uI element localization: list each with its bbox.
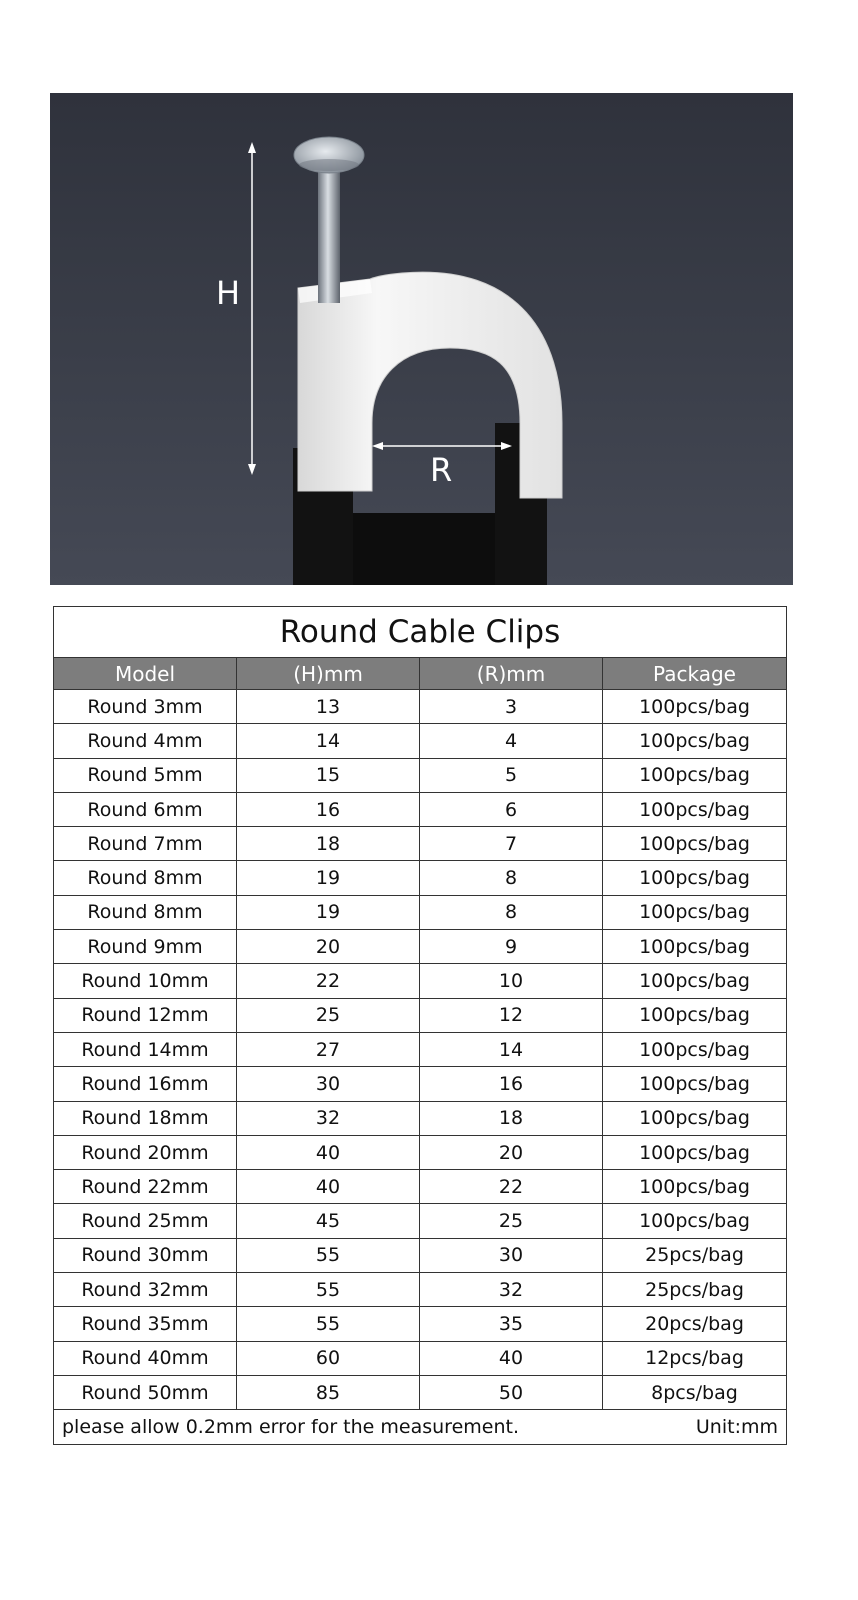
cell-radius: 22 [420, 1170, 603, 1204]
cell-height: 18 [237, 827, 420, 861]
table-row [54, 1273, 787, 1307]
cell-radius: 20 [420, 1135, 603, 1169]
cell-model: Round 3mm [54, 690, 237, 724]
table-row [54, 930, 787, 964]
cell-model: Round 20mm [54, 1135, 237, 1169]
cell-radius: 25 [420, 1204, 603, 1238]
cell-package: 100pcs/bag [603, 1170, 787, 1204]
cell-radius: 9 [420, 930, 603, 964]
cell-package: 25pcs/bag [603, 1238, 787, 1272]
cell-package: 100pcs/bag [603, 690, 787, 724]
cell-model: Round 8mm [54, 895, 237, 929]
cell-model: Round 30mm [54, 1238, 237, 1272]
measurement-note: please allow 0.2mm error for the measurement. [62, 1416, 519, 1439]
cell-radius: 5 [420, 758, 603, 792]
table-row [54, 1101, 787, 1135]
table-row [54, 690, 787, 724]
cell-package: 100pcs/bag [603, 861, 787, 895]
table-body [54, 690, 787, 1410]
cell-package: 100pcs/bag [603, 758, 787, 792]
cell-model: Round 12mm [54, 998, 237, 1032]
column-header-model: Model [54, 658, 237, 690]
cell-package: 8pcs/bag [603, 1375, 787, 1409]
table-row [54, 1067, 787, 1101]
cell-height: 40 [237, 1170, 420, 1204]
cell-height: 19 [237, 895, 420, 929]
column-header-package: Package [603, 658, 787, 690]
cell-package: 100pcs/bag [603, 1135, 787, 1169]
cell-radius: 7 [420, 827, 603, 861]
cell-package: 100pcs/bag [603, 930, 787, 964]
cell-radius: 12 [420, 998, 603, 1032]
cell-package: 100pcs/bag [603, 895, 787, 929]
cell-radius: 14 [420, 1032, 603, 1066]
cell-radius: 40 [420, 1341, 603, 1375]
cell-package: 100pcs/bag [603, 724, 787, 758]
cell-height: 15 [237, 758, 420, 792]
cell-radius: 50 [420, 1375, 603, 1409]
column-header-height: (H)mm [237, 658, 420, 690]
cell-model: Round 9mm [54, 930, 237, 964]
cell-model: Round 8mm [54, 861, 237, 895]
table-title: Round Cable Clips [54, 607, 787, 658]
table-footer-row [54, 1410, 787, 1445]
cell-height: 30 [237, 1067, 420, 1101]
unit-label: Unit:mm [695, 1416, 778, 1439]
cell-radius: 10 [420, 964, 603, 998]
cell-height: 60 [237, 1341, 420, 1375]
cell-radius: 6 [420, 792, 603, 826]
cell-model: Round 22mm [54, 1170, 237, 1204]
cell-height: 55 [237, 1273, 420, 1307]
cell-package: 12pcs/bag [603, 1341, 787, 1375]
cell-height: 16 [237, 792, 420, 826]
cell-radius: 16 [420, 1067, 603, 1101]
cell-height: 22 [237, 964, 420, 998]
cell-height: 19 [237, 861, 420, 895]
table-header-row [54, 658, 787, 690]
cell-model: Round 16mm [54, 1067, 237, 1101]
cell-package: 100pcs/bag [603, 792, 787, 826]
column-header-radius: (R)mm [420, 658, 603, 690]
table-row [54, 1375, 787, 1409]
table-row [54, 724, 787, 758]
cell-height: 14 [237, 724, 420, 758]
cell-height: 40 [237, 1135, 420, 1169]
cell-height: 55 [237, 1238, 420, 1272]
cell-radius: 35 [420, 1307, 603, 1341]
cell-package: 100pcs/bag [603, 827, 787, 861]
cell-height: 55 [237, 1307, 420, 1341]
table-row [54, 1135, 787, 1169]
radius-label: R [430, 451, 453, 489]
cell-package: 100pcs/bag [603, 1101, 787, 1135]
cell-model: Round 40mm [54, 1341, 237, 1375]
table-row [54, 1307, 787, 1341]
cell-package: 100pcs/bag [603, 964, 787, 998]
cell-model: Round 14mm [54, 1032, 237, 1066]
table-row [54, 827, 787, 861]
cell-radius: 8 [420, 895, 603, 929]
cell-model: Round 7mm [54, 827, 237, 861]
table-row [54, 861, 787, 895]
cell-model: Round 18mm [54, 1101, 237, 1135]
cell-radius: 8 [420, 861, 603, 895]
cell-height: 85 [237, 1375, 420, 1409]
cell-radius: 30 [420, 1238, 603, 1272]
cell-package: 25pcs/bag [603, 1273, 787, 1307]
table-row [54, 1204, 787, 1238]
table-row [54, 792, 787, 826]
cell-model: Round 10mm [54, 964, 237, 998]
table-row [54, 1170, 787, 1204]
cell-height: 13 [237, 690, 420, 724]
cell-radius: 18 [420, 1101, 603, 1135]
cable-clip-illustration [50, 93, 793, 585]
table-row [54, 1032, 787, 1066]
cell-radius: 4 [420, 724, 603, 758]
cell-package: 100pcs/bag [603, 1032, 787, 1066]
cell-radius: 32 [420, 1273, 603, 1307]
cell-model: Round 4mm [54, 724, 237, 758]
cell-height: 45 [237, 1204, 420, 1238]
table-row [54, 895, 787, 929]
cell-height: 32 [237, 1101, 420, 1135]
table-row [54, 964, 787, 998]
table-row [54, 1238, 787, 1272]
table-row [54, 758, 787, 792]
cell-radius: 3 [420, 690, 603, 724]
table-row [54, 1341, 787, 1375]
cell-height: 25 [237, 998, 420, 1032]
table-row [54, 998, 787, 1032]
cell-model: Round 25mm [54, 1204, 237, 1238]
cell-package: 100pcs/bag [603, 998, 787, 1032]
cell-height: 27 [237, 1032, 420, 1066]
cell-package: 100pcs/bag [603, 1204, 787, 1238]
cell-package: 20pcs/bag [603, 1307, 787, 1341]
cell-height: 20 [237, 930, 420, 964]
cell-model: Round 50mm [54, 1375, 237, 1409]
cell-model: Round 5mm [54, 758, 237, 792]
cell-package: 100pcs/bag [603, 1067, 787, 1101]
cell-model: Round 35mm [54, 1307, 237, 1341]
spec-table [53, 606, 787, 1445]
cell-model: Round 6mm [54, 792, 237, 826]
product-photo [50, 93, 793, 585]
height-label: H [216, 274, 241, 312]
cell-model: Round 32mm [54, 1273, 237, 1307]
